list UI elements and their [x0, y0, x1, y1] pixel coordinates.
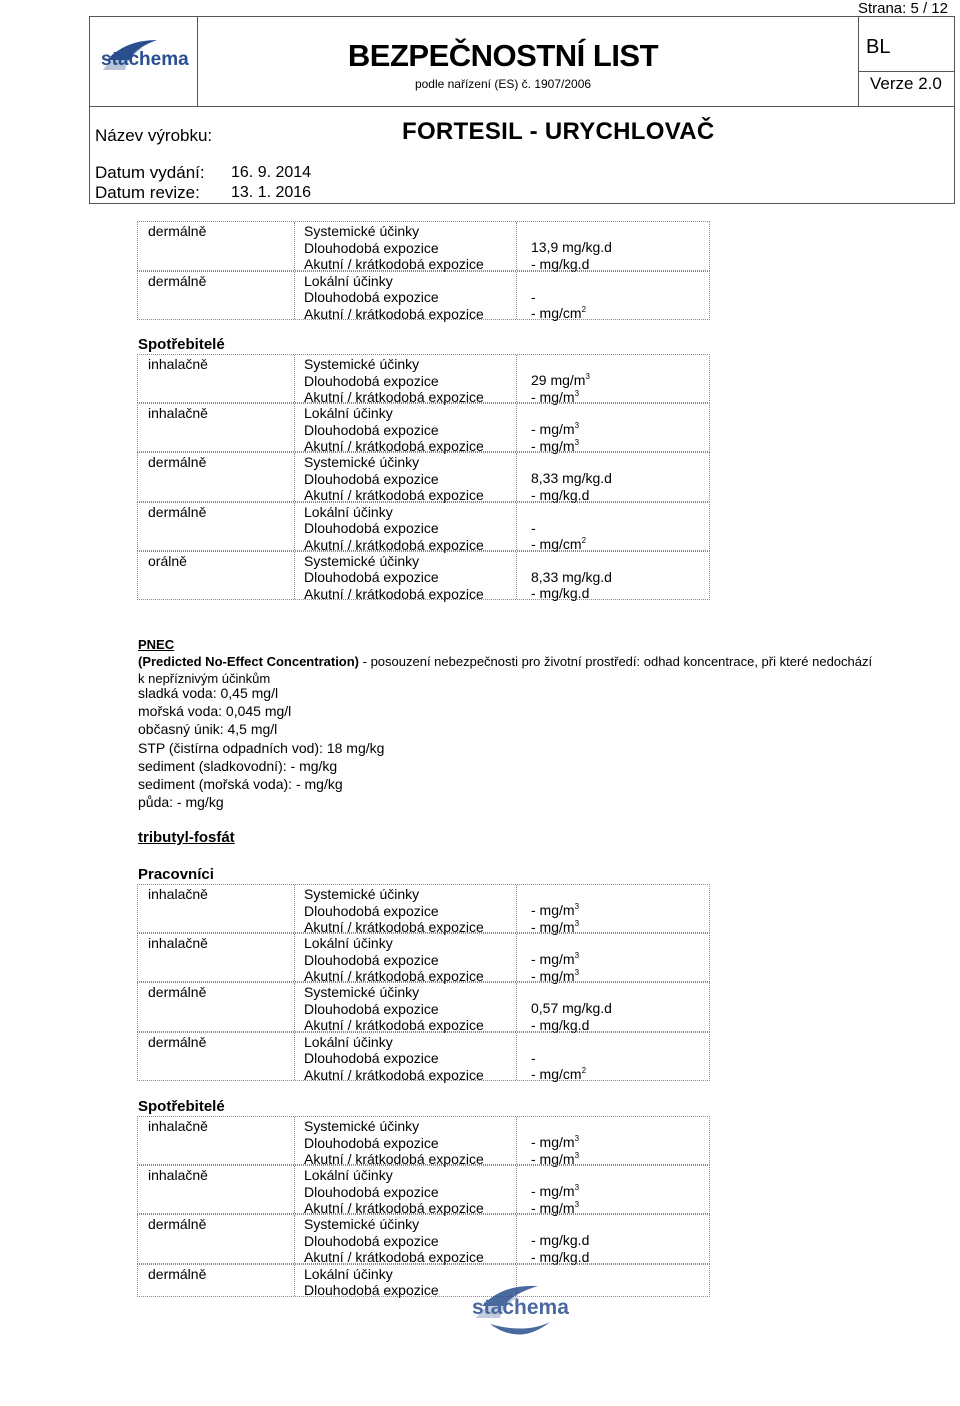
value-line: - $mg/cm^2$	[531, 536, 587, 553]
unit-exponent: 3	[585, 372, 590, 381]
effect-line: Akutní / krátkodobá expozice	[304, 585, 484, 602]
effect-line: Akutní / krátkodobá expozice	[304, 1151, 484, 1167]
values-cell	[531, 1134, 579, 1167]
effect-line: Systemické účinky	[304, 552, 420, 569]
version-label: Verze 2.0	[870, 74, 942, 93]
table-row	[137, 1165, 710, 1217]
value-line: - $mg/m^3$	[531, 1134, 580, 1150]
effect-line: Dlouhodobá expozice	[304, 1183, 439, 1200]
cell-divider	[516, 503, 517, 550]
effect-line: Lokální účinky	[304, 1033, 393, 1050]
value-line: 8,33 mg/kg.d	[531, 470, 612, 487]
pnec-value-line: sladká voda: 0,45 mg/l	[138, 685, 279, 701]
product-label: Název výrobku:	[95, 126, 213, 145]
table-row	[137, 271, 710, 321]
cell-divider	[516, 934, 517, 981]
pnec-value-line: sediment (sladkovodní): - mg/kg	[138, 757, 338, 774]
value-line: - mg/kg.d	[531, 1232, 590, 1249]
value-line: 8,33 mg/kg.d	[531, 568, 612, 585]
unit-exponent: 3	[574, 1134, 580, 1143]
header-divider	[90, 106, 954, 107]
effect-line: Akutní / krátkodobá expozice	[304, 1066, 484, 1083]
revision-date-label: Datum revize:	[95, 183, 200, 202]
effect-line: Akutní / krátkodobá expozice	[304, 389, 484, 405]
route-cell: inhalačně	[148, 935, 208, 952]
route-cell: dermálně	[148, 272, 207, 289]
effect-line: Dlouhodobá expozice	[304, 520, 439, 537]
effect-line: Akutní / krátkodobá expozice	[304, 536, 484, 553]
revision-date: 13. 1. 2016	[231, 184, 312, 201]
cell-divider	[516, 1215, 517, 1262]
effect-line: Lokální účinky	[304, 935, 393, 952]
cell-divider	[294, 1033, 295, 1080]
pnec-value-line: mořská voda: 0,045 mg/l	[138, 703, 292, 720]
effect-line: Dlouhodobá expozice	[304, 569, 439, 586]
route-cell: inhalačně	[148, 1167, 208, 1184]
unit-exponent: 2	[581, 1066, 587, 1076]
page-number: Strana: 5 / 12	[857, 0, 948, 17]
value-line: 0,57 mg/kg.d	[531, 1000, 612, 1017]
cell-divider	[294, 1117, 295, 1164]
cell-divider	[294, 983, 295, 1030]
values-cell	[531, 1183, 579, 1216]
cell-divider	[294, 1215, 295, 1262]
pnec-value-line: půda: - mg/kg	[138, 794, 224, 811]
cell-divider	[294, 272, 295, 320]
unit-exponent: 3	[574, 1199, 580, 1209]
value-line: -	[531, 519, 536, 536]
effect-line: Dlouhodobá expozice	[304, 1282, 439, 1299]
effects-cell	[304, 273, 484, 323]
effects-cell	[304, 886, 484, 936]
effect-line: Dlouhodobá expozice	[304, 372, 439, 389]
effect-line: Akutní / krátkodobá expozice	[304, 256, 484, 272]
cell-divider	[294, 934, 295, 981]
pnec-value-line: občasný únik: 4,5 mg/l	[138, 721, 278, 738]
effect-line: Dlouhodobá expozice	[304, 1134, 439, 1151]
cell-divider	[294, 453, 295, 500]
cell-divider	[294, 355, 295, 402]
table-row	[137, 933, 710, 985]
issue-date: 16. 9. 2014	[231, 164, 312, 181]
value-line: - $mg/cm^2$	[531, 305, 587, 321]
values-cell	[531, 372, 590, 405]
unit-exponent: 3	[574, 388, 580, 398]
unit-exponent: 3	[574, 421, 580, 431]
value-line: - $mg/m^3$	[531, 437, 580, 454]
cell-divider	[516, 453, 517, 500]
value-line: - $mg/m^3$	[531, 388, 580, 405]
values-cell	[531, 1000, 612, 1033]
effect-line: Lokální účinky	[304, 1167, 393, 1184]
effects-cell	[304, 1167, 484, 1217]
table-row	[137, 982, 710, 1034]
effects-cell	[304, 454, 484, 504]
values-cell	[531, 239, 612, 272]
values-cell	[531, 569, 612, 602]
effect-line: Akutní / krátkodobá expozice	[304, 919, 484, 935]
table-row	[137, 452, 710, 504]
route-cell: dermálně	[148, 1033, 207, 1050]
pnec-values-list	[138, 684, 384, 811]
cell-divider	[516, 1166, 517, 1213]
table-row	[137, 1116, 710, 1165]
pnec-desc-rest: - posouzení nebezpečnosti pro životní prostředí: odhad koncentrace, při které nedochází	[359, 654, 873, 669]
effect-line: Lokální účinky	[304, 405, 393, 422]
effect-line: Lokální účinky	[304, 1265, 393, 1282]
value-line: - $mg/m^3$	[531, 951, 580, 968]
consumers-heading: Spotřebitelé	[138, 336, 225, 353]
unit-exponent: 3	[574, 967, 580, 977]
effects-cell	[304, 405, 484, 455]
route-cell: inhalačně	[148, 886, 208, 902]
consumers-heading-2: Spotřebitelé	[138, 1098, 225, 1115]
value-line: - $mg/m^3$	[531, 1183, 580, 1200]
effects-cell	[304, 553, 484, 603]
table-row	[137, 1214, 710, 1266]
values-cell	[531, 951, 579, 984]
route-cell: dermálně	[148, 223, 207, 239]
effects-cell	[304, 356, 484, 406]
language-code: BL	[866, 36, 891, 58]
table-row	[137, 884, 710, 933]
value-line: - $mg/cm^2$	[531, 1066, 587, 1083]
cell-divider	[516, 355, 517, 402]
document-subtitle: podle nařízení (ES) č. 1907/2006	[414, 77, 592, 91]
unit-exponent: 3	[574, 1150, 580, 1160]
value-line: -	[531, 1049, 536, 1066]
effect-line: Systemické účinky	[304, 356, 420, 372]
values-cell	[531, 902, 579, 935]
pnec-value-line: STP (čistírna odpadních vod): 18 mg/kg	[138, 739, 385, 756]
value-line: - mg/kg.d	[531, 255, 590, 272]
effect-line: Systemické účinky	[304, 1216, 420, 1233]
effect-line: Akutní / krátkodobá expozice	[304, 1017, 484, 1034]
effect-line: Akutní / krátkodobá expozice	[304, 438, 484, 455]
effect-line: Dlouhodobá expozice	[304, 421, 439, 438]
pnec-value-line: sediment (mořská voda): - mg/kg	[138, 776, 343, 793]
cell-divider	[516, 885, 517, 932]
effect-line: Dlouhodobá expozice	[304, 951, 439, 968]
values-cell	[531, 1050, 586, 1083]
values-cell	[531, 289, 586, 322]
unit-exponent: 3	[574, 918, 580, 928]
table-row	[137, 354, 710, 403]
value-line: 13,9 mg/kg.d	[531, 239, 612, 255]
route-cell: dermálně	[148, 454, 207, 471]
values-cell	[531, 1232, 589, 1265]
header-divider	[858, 71, 954, 72]
values-cell	[531, 421, 579, 454]
effects-cell	[304, 984, 484, 1034]
cell-divider	[516, 272, 517, 320]
pnec-block	[138, 636, 938, 687]
table-row	[137, 221, 710, 271]
cell-divider	[294, 222, 295, 270]
table-row	[137, 502, 710, 551]
route-cell: inhalačně	[148, 405, 208, 422]
effects-cell	[304, 1266, 439, 1299]
cell-divider	[516, 1117, 517, 1164]
effect-line: Systemické účinky	[304, 1118, 420, 1134]
stachema-logo	[95, 30, 195, 85]
cell-divider	[294, 1166, 295, 1213]
substance-name: tributyl-fosfát	[138, 829, 235, 846]
unit-exponent: 2	[581, 305, 587, 314]
value-line: - $mg/m^3$	[531, 421, 580, 438]
product-name: FORTESIL - URYCHLOVAČ	[402, 118, 715, 145]
cell-divider	[516, 1033, 517, 1080]
effects-cell	[304, 223, 484, 273]
unit-exponent: 3	[574, 437, 580, 447]
cell-divider	[294, 1265, 295, 1296]
table-row	[137, 403, 710, 455]
watermark-logo	[468, 1278, 578, 1343]
cell-divider	[516, 222, 517, 270]
pnec-title: PNEC	[138, 637, 175, 652]
values-cell	[531, 470, 612, 503]
route-cell: dermálně	[148, 503, 207, 520]
effect-line: Systemické účinky	[304, 223, 420, 239]
value-line: - $mg/m^3$	[531, 902, 580, 918]
effect-line: Dlouhodobá expozice	[304, 1232, 439, 1249]
svg-text:stachema: stachema	[101, 49, 189, 70]
value-line: - $mg/m^3$	[531, 1150, 580, 1167]
table-row	[137, 1032, 710, 1081]
effect-line: Dlouhodobá expozice	[304, 239, 439, 256]
effects-cell	[304, 1118, 484, 1168]
effects-cell	[304, 935, 484, 985]
cell-divider	[516, 404, 517, 451]
value-line: - mg/kg.d	[531, 486, 590, 503]
effect-line: Systemické účinky	[304, 886, 420, 902]
effect-line: Dlouhodobá expozice	[304, 1000, 439, 1017]
route-cell: orálně	[148, 552, 187, 569]
issue-date-label: Datum vydání:	[95, 163, 205, 182]
value-line: - mg/kg.d	[531, 1248, 590, 1265]
effects-cell	[304, 1034, 484, 1084]
pnec-desc-bold: (Predicted No-Effect Concentration)	[138, 654, 360, 669]
cell-divider	[516, 552, 517, 599]
unit-exponent: 3	[574, 951, 580, 961]
route-cell: dermálně	[148, 1216, 207, 1233]
value-line: 29 $mg/m^3$	[531, 372, 590, 388]
effect-line: Akutní / krátkodobá expozice	[304, 1249, 484, 1266]
effect-line: Akutní / krátkodobá expozice	[304, 305, 484, 322]
effect-line: Systemické účinky	[304, 454, 420, 471]
value-line: - $mg/m^3$	[531, 918, 580, 935]
cell-divider	[294, 552, 295, 599]
route-cell: inhalačně	[148, 356, 208, 372]
cell-divider	[294, 885, 295, 932]
effect-line: Dlouhodobá expozice	[304, 289, 439, 305]
effect-line: Dlouhodobá expozice	[304, 470, 439, 487]
document-title: BEZPEČNOSTNÍ LIST	[347, 38, 659, 73]
effect-line: Akutní / krátkodobá expozice	[304, 487, 484, 504]
route-cell: dermálně	[148, 984, 207, 1001]
route-cell: dermálně	[148, 1265, 207, 1282]
effect-line: Lokální účinky	[304, 503, 393, 520]
value-line: - $mg/m^3$	[531, 1199, 580, 1216]
effect-line: Lokální účinky	[304, 272, 393, 289]
cell-divider	[516, 983, 517, 1030]
effects-cell	[304, 1216, 484, 1266]
cell-divider	[294, 503, 295, 550]
effect-line: Dlouhodobá expozice	[304, 902, 439, 919]
value-line: - mg/kg.d	[531, 1016, 590, 1033]
effect-line: Akutní / krátkodobá expozice	[304, 1200, 484, 1217]
table-row	[137, 1264, 710, 1297]
pnec-description	[138, 653, 938, 670]
effect-line: Dlouhodobá expozice	[304, 1050, 439, 1067]
table-row	[137, 551, 710, 600]
value-line: - $mg/m^3$	[531, 967, 580, 984]
effect-line: Akutní / krátkodobá expozice	[304, 968, 484, 985]
header-divider	[197, 17, 198, 106]
values-cell	[531, 520, 586, 553]
pnec-desc-line2: k nepříznivým účinkům	[138, 671, 271, 686]
effect-line: Systemické účinky	[304, 984, 420, 1001]
unit-exponent: 2	[581, 536, 587, 546]
effects-cell	[304, 504, 484, 554]
workers-heading: Pracovníci	[138, 866, 214, 883]
svg-text:stachema: stachema	[472, 1296, 569, 1319]
cell-divider	[294, 404, 295, 451]
value-line: -	[531, 288, 536, 305]
route-cell: inhalačně	[148, 1118, 208, 1134]
value-line: - mg/kg.d	[531, 585, 590, 602]
unit-exponent: 3	[574, 1183, 580, 1193]
unit-exponent: 3	[574, 902, 580, 911]
